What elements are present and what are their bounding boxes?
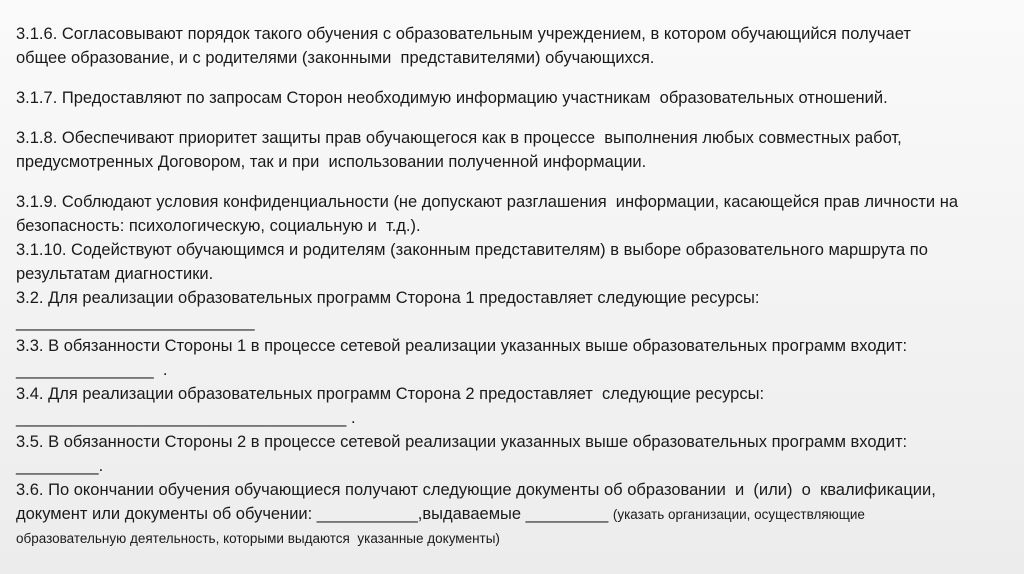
clause-3-4: 3.4. Для реализации образовательных программ Сторона 2 предоставляет следующие ресурсы: ____________________________________ . <box>16 385 765 427</box>
clause-3-1-6: 3.1.6. Согласовывают порядок такого обучения с образовательным учреждением, в котором обучающийся получает общее образование, и с родителями (законными представителями) обучающихся. <box>16 25 911 67</box>
spacer <box>16 70 1000 86</box>
clause-3-6 <box>16 478 1000 527</box>
clause-3-1-10: 3.1.10. Содействуют обучающимся и родителям (законным представителям) в выборе образовательного маршрута по результатам диагностики. <box>16 241 928 283</box>
clause-3-1-7: 3.1.7. Предоставляют по запросам Сторон необходимую информацию участникам образовательных отношений. <box>16 89 888 107</box>
clause-3-6-note-a: (указать организации, осуществляющие <box>612 507 865 522</box>
clause-3-1-8: 3.1.8. Обеспечивают приоритет защиты прав обучающегося как в процессе выполнения любых совместных работ, предусмотренных Договором, так и при использовании полученной информации. <box>16 129 902 171</box>
clause-3-6-line1: 3.6. По окончании обучения обучающиеся получают следующие документы об образовании и (или) о квалификации, <box>16 481 936 499</box>
clause-3-6-line2: документ или документы об обучении: ___________,выдаваемые _________ <box>16 505 613 523</box>
clause-3-3: 3.3. В обязанности Стороны 1 в процессе сетевой реализации указанных выше образовательных программ входит: _______________ . <box>16 337 908 379</box>
clause-3-6-note-b: образовательную деятельность, которыми выдаются указанные документы) <box>16 531 500 546</box>
clause-3-5: 3.5. В обязанности Стороны 2 в процессе сетевой реализации указанных выше образовательных программ входит: _________. <box>16 433 908 475</box>
spacer <box>16 174 1000 190</box>
spacer <box>16 110 1000 126</box>
clause-3-1-9: 3.1.9. Соблюдают условия конфиденциальности (не допускают разглашения информации, касающейся прав личности на безопасность: психологическую, социальную и т.д.). <box>16 193 959 235</box>
clause-3-2: 3.2. Для реализации образовательных программ Сторона 1 предоставляет следующие ресурсы: __________________________ <box>16 289 760 331</box>
